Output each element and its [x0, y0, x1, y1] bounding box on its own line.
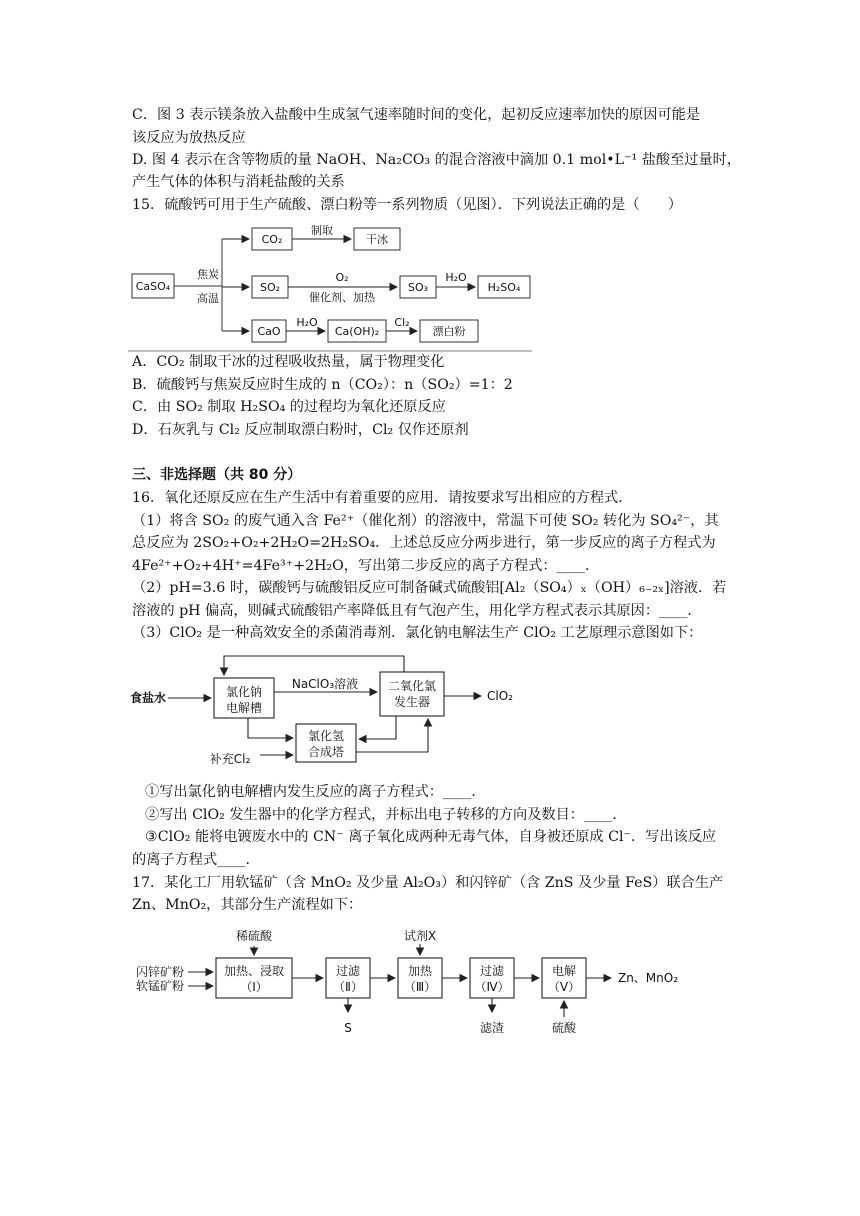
q15-option-d: D．石灰乳与 Cl₂ 反应制取漂白粉时，Cl₂ 仅作还原剂 — [132, 422, 469, 438]
q16-stem: 16．氧化还原反应在生产生活中有着重要的应用．请按要求写出相应的方程式． — [132, 490, 633, 506]
synth-tower-label-1: 氯化氢 — [307, 729, 345, 743]
section-heading: 三、非选择题（共 80 分） — [132, 467, 302, 483]
water2-label: H₂O — [296, 316, 318, 329]
q16-part1-line2: 总反应为 2SO₂+O₂+2H₂O=2H₂SO₄．上述总反应分两步进行，第一步反应的离子方程式为 — [132, 535, 716, 551]
step2-numeral: （Ⅱ） — [333, 980, 363, 994]
step5-label: 电解 — [551, 964, 577, 978]
electrolyzer-label-2: 电解槽 — [225, 701, 263, 715]
manganese-ore-label: 软锰矿粉 — [135, 979, 185, 993]
q16-part3-sub3-line1: ③ClO₂ 能将电镀废水中的 CN⁻ 离子氧化成两种无毒气体，自身被还原成 Cl⁻．写出该反应 — [145, 829, 717, 845]
water-label: H₂O — [445, 271, 467, 284]
step3-numeral: （Ⅲ） — [403, 980, 437, 994]
step4-numeral: （Ⅳ） — [474, 980, 510, 994]
q16-part3-sub2: ②写出 ClO₂ 发生器中的化学方程式，并标出电子转移的方向及数目：____． — [145, 807, 627, 823]
step5-numeral: （Ⅴ） — [547, 980, 581, 994]
sulfuric-acid-label: 硫酸 — [551, 1021, 577, 1035]
caso4-flow-diagram — [128, 222, 538, 354]
q16-part3-sub3-line2: 的离子方程式____． — [132, 852, 260, 868]
bleach-label: 漂白粉 — [432, 325, 466, 338]
catalyst-label: 催化剂、加热 — [309, 291, 375, 304]
clo2-process-diagram — [128, 652, 528, 777]
reagent-x-label: 试剂X — [403, 929, 437, 943]
step1-numeral: （Ⅰ） — [240, 980, 268, 994]
step3-label: 加热 — [407, 964, 433, 978]
generator-label-2: 发生器 — [393, 695, 431, 709]
salt-water-label: 食盐水 — [129, 691, 167, 705]
q16-part2-line2: 溶液的 pH 偏高，则碱式硫酸铝产率降低且有气泡产生，用化学方程式表示其原因：____． — [132, 603, 702, 619]
q15-option-c: C．由 SO₂ 制取 H₂SO₄ 的过程均为氧化还原反应 — [132, 399, 446, 415]
q15-option-b: B．硫酸钙与焦炭反应时生成的 n（CO₂）：n（SO₂）=1：2 — [132, 377, 513, 393]
dry-ice-label: 干冰 — [366, 233, 388, 246]
add-cl2-label: 补充Cl₂ — [209, 752, 251, 766]
caoh2-label: Ca(OH)₂ — [334, 325, 380, 338]
q16-part3-sub1: ①写出氯化钠电解槽内发生反应的离子方程式：____． — [145, 784, 486, 800]
so3-label: SO₃ — [407, 281, 429, 294]
synth-tower-label-2: 合成塔 — [307, 745, 345, 759]
q16-part1-line1: （1）将含 SO₂ 的废气通入含 Fe²⁺（催化剂）的溶液中，常温下可使 SO₂ 转化为 SO₄²⁻，其 — [132, 513, 719, 529]
caso4-label: CaSO₄ — [135, 280, 171, 293]
cao-label: CaO — [257, 325, 281, 338]
step1-label: 加热、浸取 — [223, 964, 285, 978]
q15-stem: 15．硫酸钙可用于生产硫酸、漂白粉等一系列物质（见图）．下列说法正确的是（ ） — [132, 197, 683, 213]
zinc-ore-label: 闪锌矿粉 — [135, 965, 185, 979]
q14-option-d-line1: D. 图 4 表示在含等物质的量 NaOH、Na₂CO₃ 的混合溶液中滴加 0.1 mol•L⁻¹ 盐酸至过量时， — [132, 152, 742, 168]
o2-label: O₂ — [335, 271, 349, 284]
q14-option-d-line2: 产生气体的体积与消耗盐酸的关系 — [132, 174, 345, 190]
coke-label: 焦炭 — [197, 268, 219, 281]
naclo3-label: NaClO₃溶液 — [291, 677, 359, 691]
step4-label: 过滤 — [479, 964, 505, 978]
make-label: 制取 — [311, 224, 333, 237]
sulfur-label: S — [344, 1021, 352, 1035]
q17-stem-line1: 17．某化工厂用软锰矿（含 MnO₂ 及少量 Al₂O₃）和闪锌矿（含 ZnS 及少量 FeS）联合生产 — [132, 875, 724, 891]
q14-option-c-line1: C．图 3 表示镁条放入盐酸中生成氢气速率随时间的变化，起初反应速率加快的原因可能是 — [132, 107, 701, 123]
cl2-label: Cl₂ — [394, 316, 410, 329]
high-temp-label: 高温 — [197, 292, 219, 305]
q16-part3: （3）ClO₂ 是一种高效安全的杀菌消毒剂．氯化钠电解法生产 ClO₂ 工艺原理示意图如下： — [132, 625, 703, 641]
co2-label: CO₂ — [261, 233, 283, 246]
clo2-output-label: ClO₂ — [487, 689, 513, 703]
dilute-acid-label: 稀硫酸 — [235, 929, 273, 943]
so2-label: SO₂ — [259, 281, 281, 294]
zn-mno2-process-diagram — [128, 926, 688, 1042]
electrolyzer-label-1: 氯化钠 — [225, 685, 263, 699]
q16-part1-line3: 4Fe²⁺+O₂+4H⁺=4Fe³⁺+2H₂O，写出第二步反应的离子方程式：____． — [132, 558, 600, 574]
q16-part2-line1: （2）pH=3.6 时，碳酸钙与硫酸铝反应可制备碱式硫酸铝[Al₂（SO₄）ₓ（OH）₆₋₂ₓ]溶液．若 — [132, 580, 727, 596]
generator-label-1: 二氧化氯 — [387, 679, 437, 693]
h2so4-label: H₂SO₄ — [487, 281, 521, 294]
residue-label: 滤渣 — [479, 1021, 505, 1035]
q15-option-a: A．CO₂ 制取干冰的过程吸收热量，属于物理变化 — [132, 354, 445, 370]
q17-stem-line2: Zn、MnO₂，其部分生产流程如下： — [132, 897, 363, 913]
step2-label: 过滤 — [335, 964, 361, 978]
q14-option-c-line2: 该反应为放热反应 — [132, 130, 246, 146]
product-label: Zn、MnO₂ — [617, 971, 679, 985]
